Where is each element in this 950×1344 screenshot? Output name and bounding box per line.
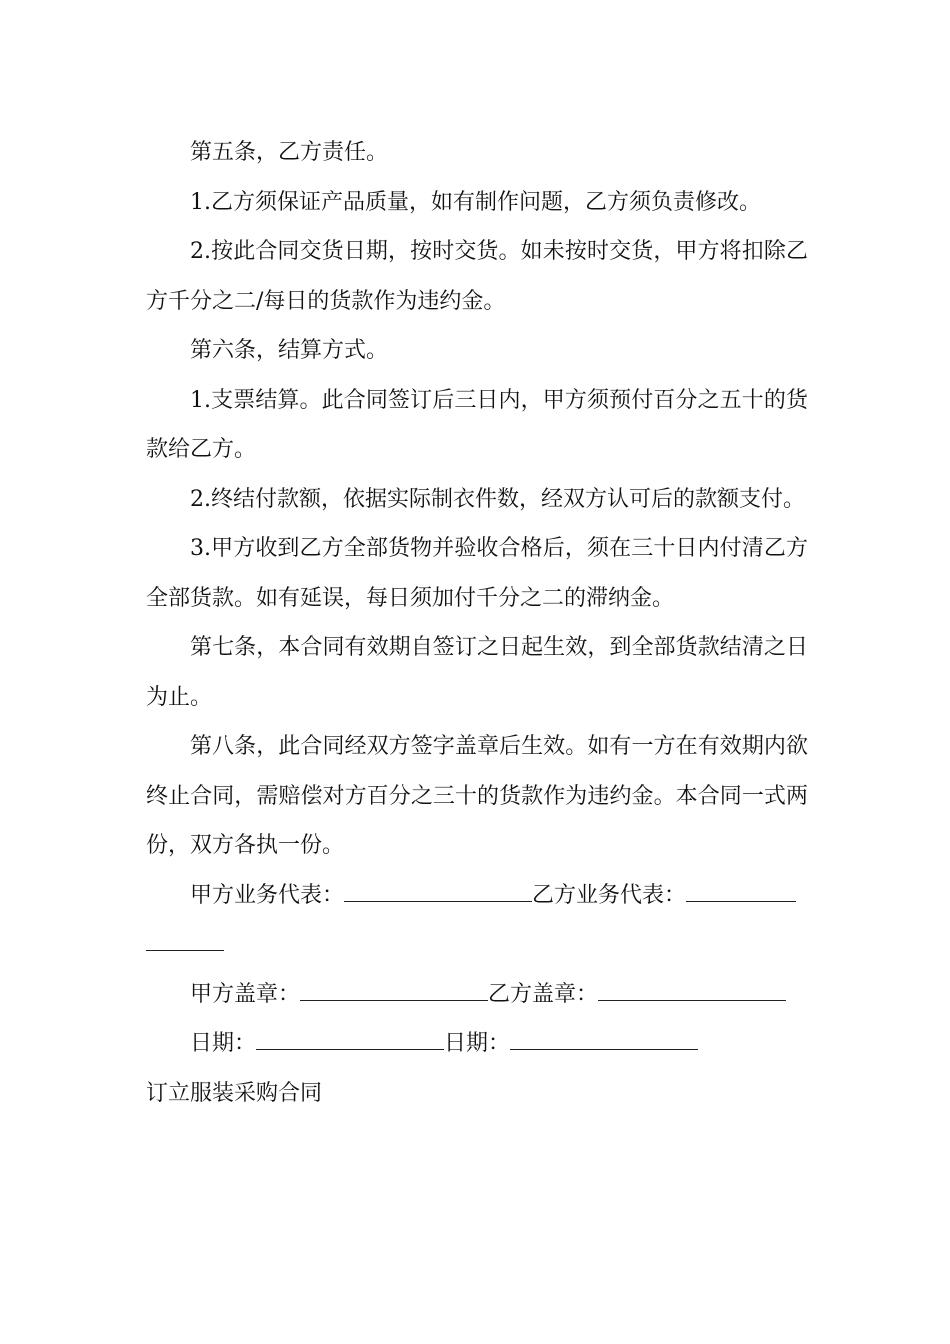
party-a-seal-label: 甲方盖章： bbox=[190, 981, 301, 1007]
date-b-line bbox=[510, 1031, 698, 1050]
article-6-clause-2: 2.终结付款额，依据实际制衣件数，经双方认可后的款额支付。 bbox=[190, 486, 805, 512]
party-b-rep-line-continued bbox=[146, 932, 224, 951]
representative-row bbox=[146, 871, 808, 921]
article-6-heading: 第六条，结算方式。 bbox=[190, 338, 389, 363]
date-a-line bbox=[256, 1031, 444, 1050]
contract-body bbox=[146, 128, 808, 1118]
date-a-label: 日期： bbox=[190, 1031, 257, 1056]
date-b-label: 日期： bbox=[444, 1031, 511, 1056]
date-row bbox=[146, 1019, 808, 1069]
party-a-seal-line bbox=[300, 982, 488, 1001]
article-5-clause-2: 2.按此合同交货日期，按时交货。如未按时交货，甲方将扣除乙方千分之二/每日的货款作为违约金。 bbox=[146, 239, 808, 314]
footer-title: 订立服装采购合同 bbox=[146, 1080, 323, 1106]
article-6-clause-1: 1.支票结算。此合同签订后三日内，甲方须预付百分之五十的货款给乙方。 bbox=[146, 387, 808, 462]
article-5-heading: 第五条，乙方责任。 bbox=[190, 140, 389, 165]
party-b-rep-label: 乙方业务代表： bbox=[532, 882, 687, 908]
representative-row-continued bbox=[146, 920, 808, 970]
article-5-clause-1: 1.乙方须保证产品质量，如有制作问题，乙方须负责修改。 bbox=[190, 189, 761, 215]
party-b-seal-line bbox=[598, 982, 786, 1001]
article-8: 第八条，此合同经双方签字盖章后生效。如有一方在有效期内欲终止合同，需赔偿对方百分之三十的货款作为违约金。本合同一式两份，双方各执一份。 bbox=[146, 734, 808, 858]
party-b-rep-line bbox=[686, 883, 796, 902]
party-a-rep-label: 甲方业务代表： bbox=[190, 882, 345, 908]
party-b-seal-label: 乙方盖章： bbox=[488, 981, 599, 1007]
party-a-rep-line bbox=[344, 883, 532, 902]
article-6-clause-3: 3.甲方收到乙方全部货物并验收合格后，须在三十日内付清乙方全部货款。如有延误，每日须加付千分之二的滞纳金。 bbox=[146, 536, 808, 611]
article-7: 第七条，本合同有效期自签订之日起生效，到全部货款结清之日为止。 bbox=[146, 635, 808, 710]
seal-row bbox=[146, 970, 808, 1020]
